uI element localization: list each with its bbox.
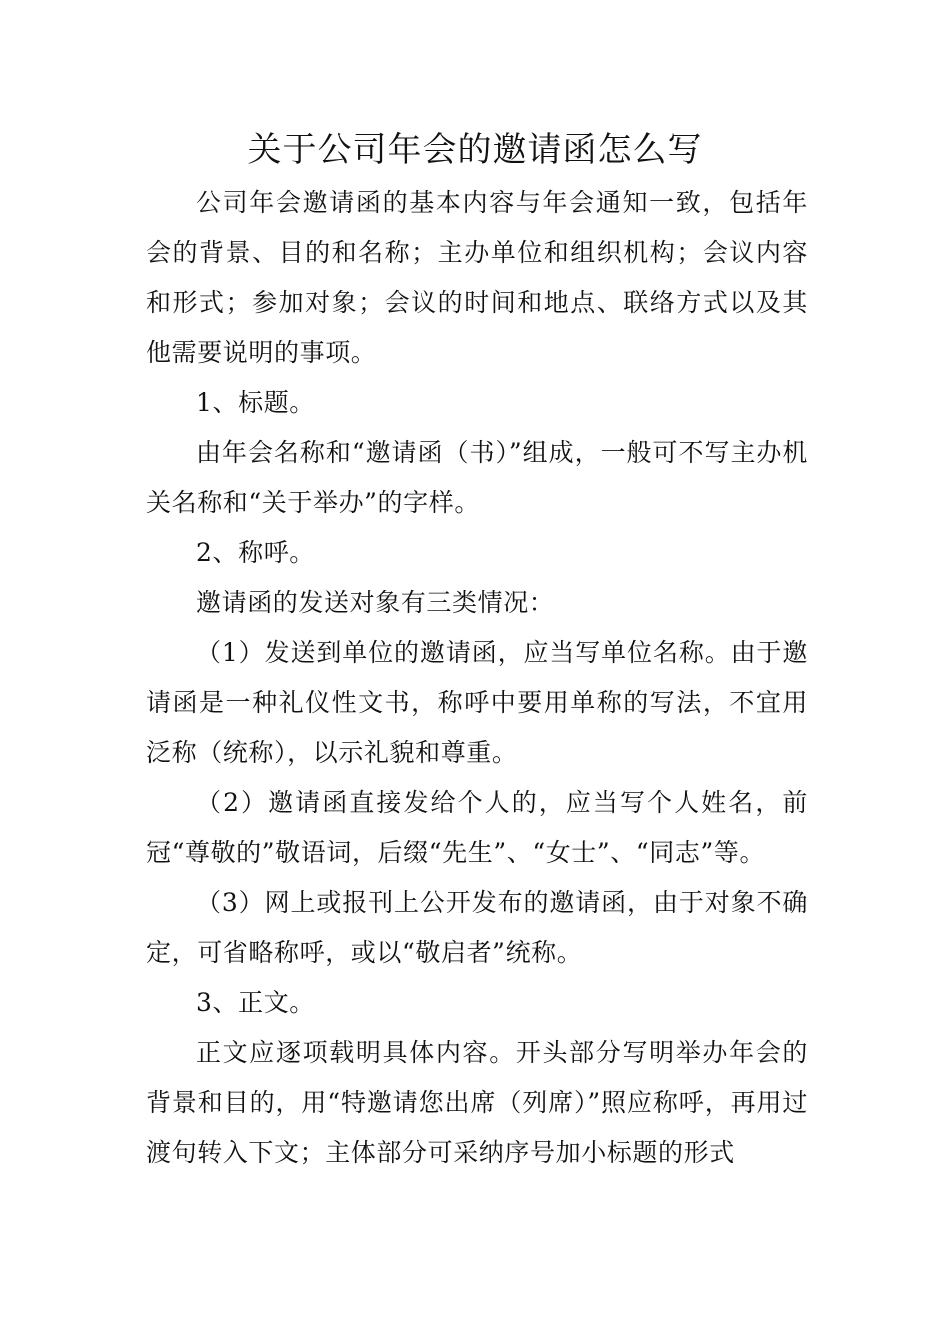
document-title: 关于公司年会的邀请函怎么写 xyxy=(247,130,703,170)
paragraph-case-3: （3）网上或报刊上公开发布的邀请函，由于对象不确定，可省略称呼，或以“敬启者”统称。 xyxy=(146,888,808,967)
paragraph-case-2: （2）邀请函直接发给个人的，应当写个人姓名，前冠“尊敬的”敬语词，后缀“先生”、“女士”、“同志”等。 xyxy=(146,788,808,867)
heading-salutation-section: 2、称呼。 xyxy=(196,538,315,567)
heading-body-section: 3、正文。 xyxy=(196,988,315,1017)
heading-title-section: 1、标题。 xyxy=(196,388,315,417)
paragraph-body-desc: 正文应逐项载明具体内容。开头部分写明举办年会的背景和目的，用“特邀请您出席（列席）”照应称呼，再用过渡句转入下文；主体部分可采纳序号加小标题的形式 xyxy=(146,1038,808,1167)
paragraph-title-desc: 由年会名称和“邀请函（书）”组成，一般可不写主办机关名称和“关于举办”的字样。 xyxy=(146,438,808,517)
paragraph-case-1: （1）发送到单位的邀请函，应当写单位名称。由于邀请函是一种礼仪性文书，称呼中要用单称的写法，不宜用泛称（统称），以示礼貌和尊重。 xyxy=(146,638,808,767)
document-body xyxy=(146,178,808,1178)
paragraph-recipient-types: 邀请函的发送对象有三类情况： xyxy=(196,588,555,617)
paragraph-intro: 公司年会邀请函的基本内容与年会通知一致，包括年会的背景、目的和名称；主办单位和组织机构；会议内容和形式；参加对象；会议的时间和地点、联络方式以及其他需要说明的事项。 xyxy=(146,188,808,367)
